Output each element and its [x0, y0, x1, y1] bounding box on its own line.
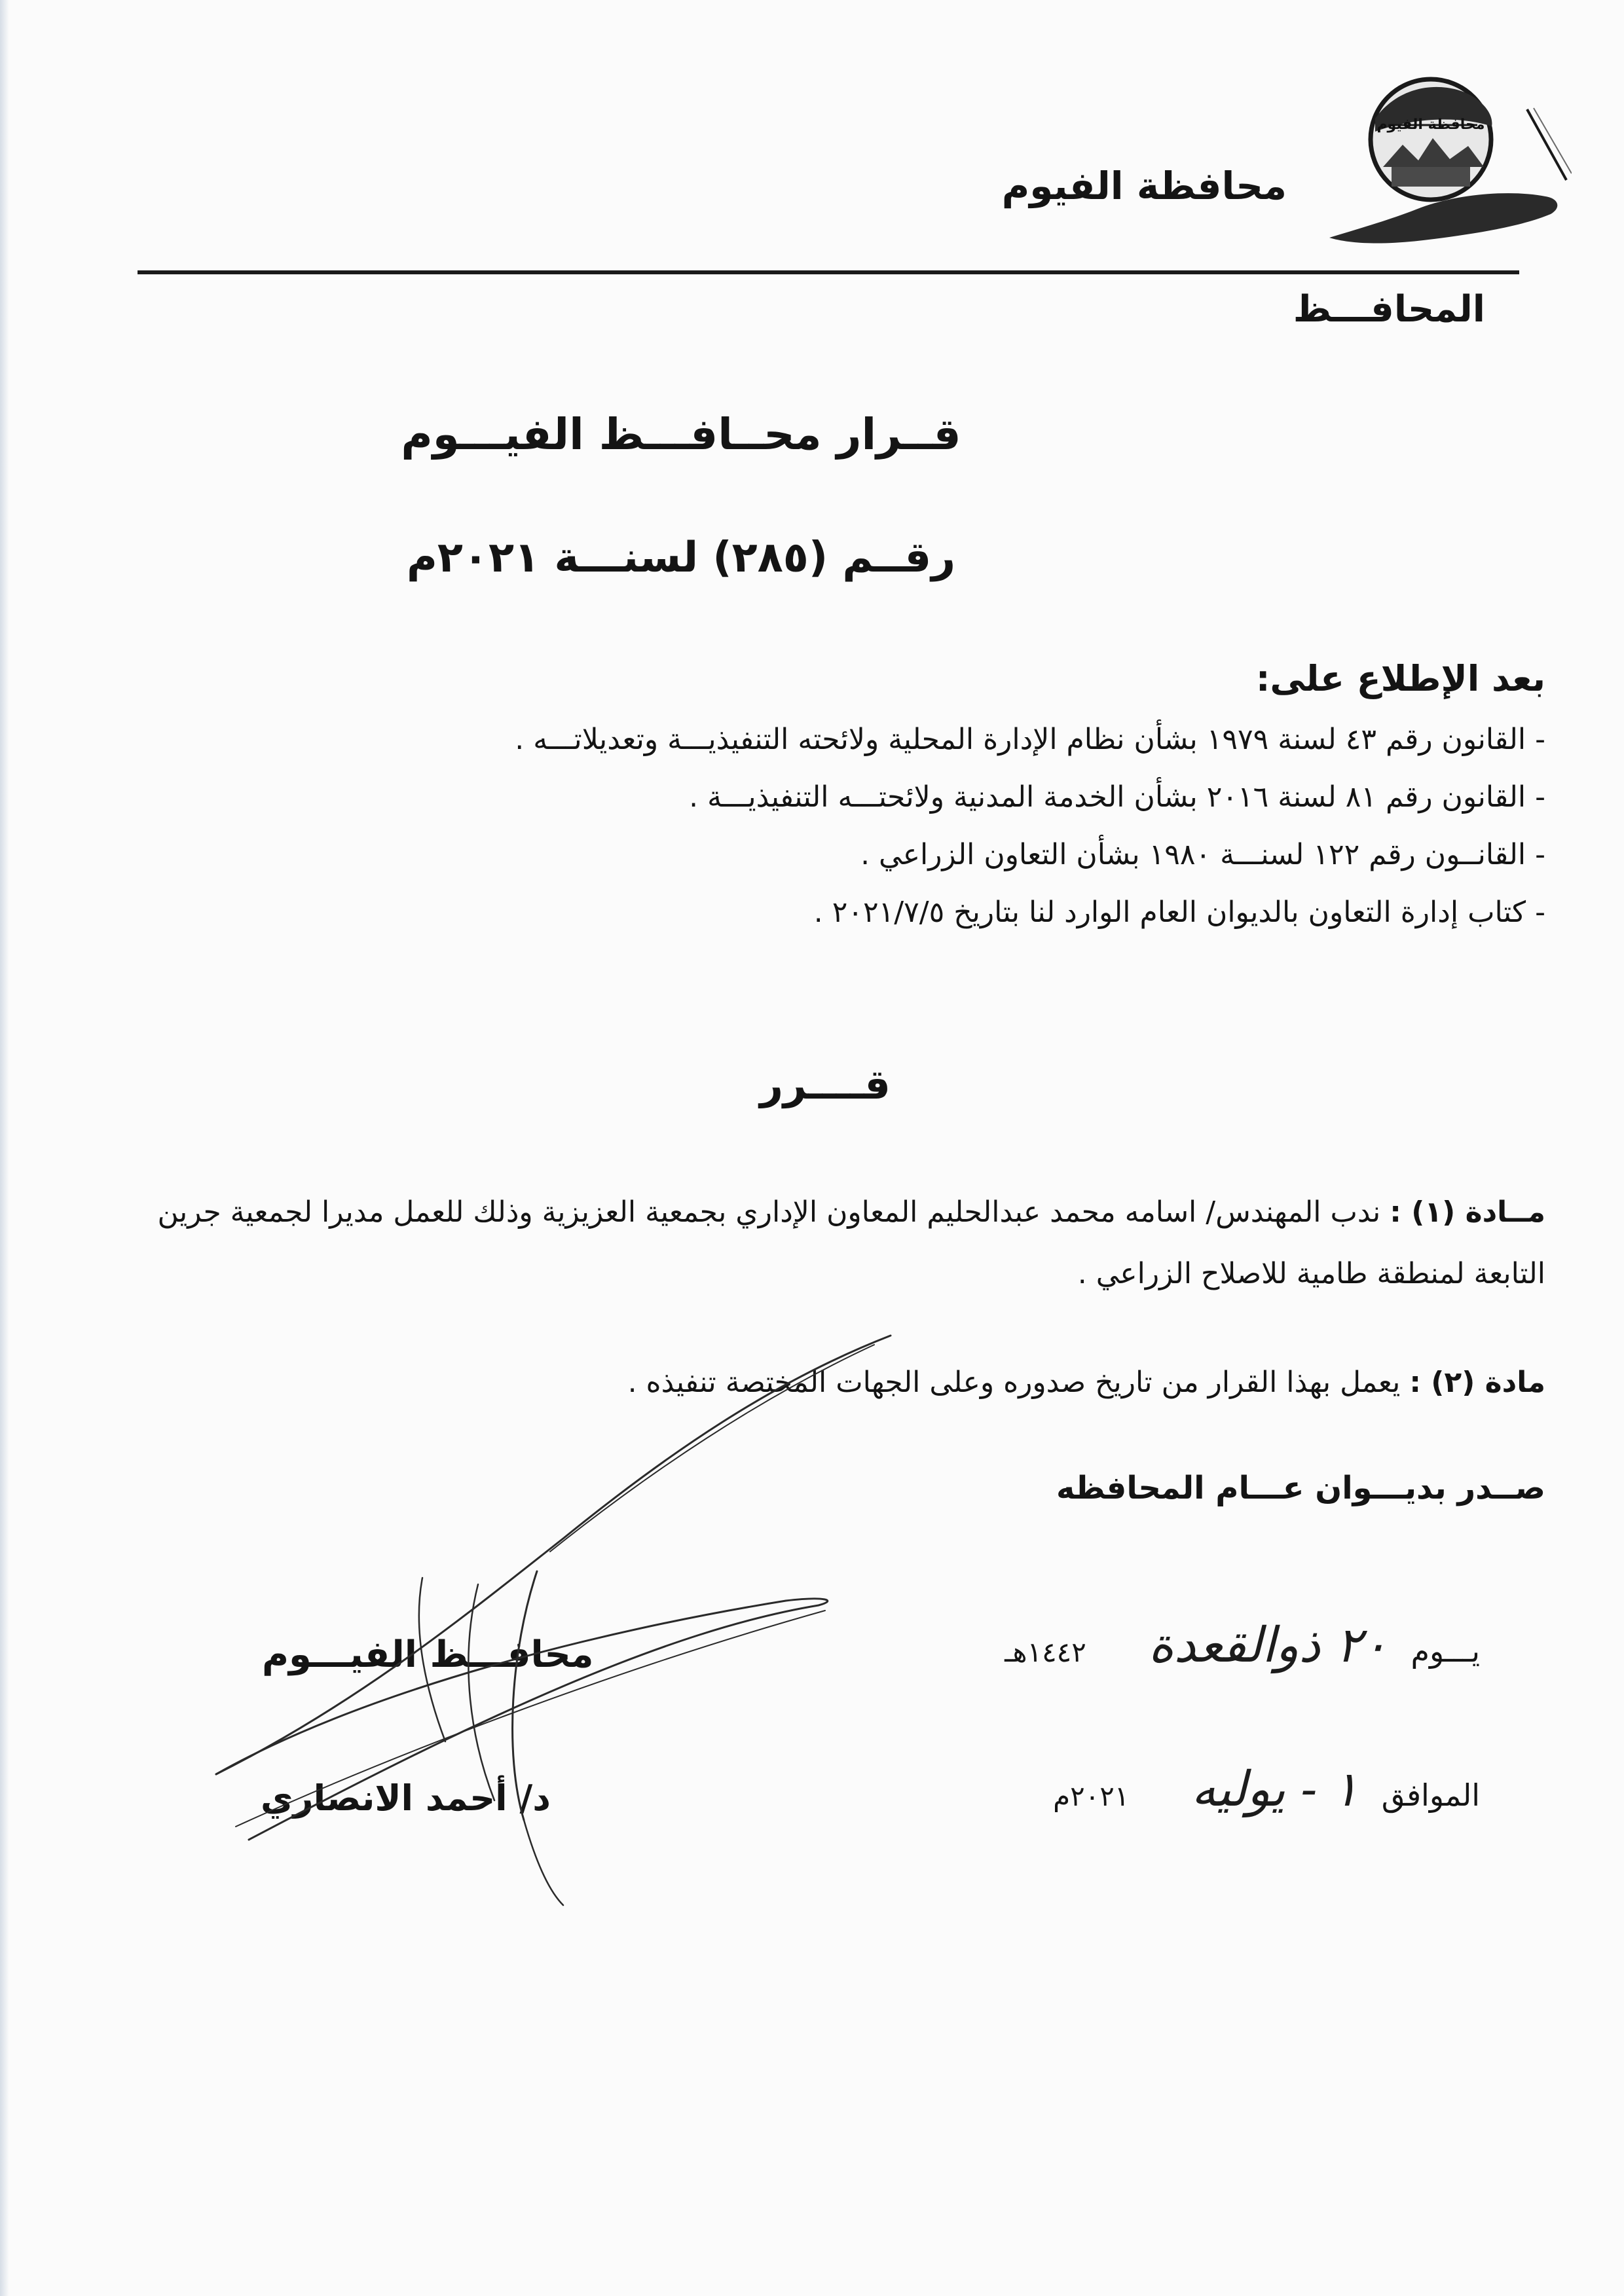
- preamble-section: [105, 658, 1545, 941]
- preamble-item: - كتاب إدارة التعاون بالديوان العام الوارد لنا بتاريخ ٢٠٢١/٧/٥ .: [813, 896, 1545, 929]
- article-label: مادة (٢) :: [1409, 1366, 1545, 1399]
- signatory-title: محافـــظ الفيـــوم: [262, 1633, 594, 1676]
- decided-heading: قــــرر: [760, 1061, 891, 1108]
- article-label: مــادة (١) :: [1390, 1195, 1545, 1229]
- header-rule: [138, 270, 1519, 274]
- article-1: [79, 1182, 1545, 1305]
- article-text: يعمل بهذا القرار من تاريخ صدوره وعلى الجهات المختصة تنفيذه .: [627, 1366, 1401, 1399]
- preamble-item: - القانــون رقم ١٢٢ لسنـــة ١٩٨٠ بشأن التعاون الزراعي .: [860, 838, 1545, 871]
- hijri-day-label: يـــوم: [1411, 1633, 1480, 1669]
- decree-number: رقــم (٢٨٥) لسنـــة ٢٠٢١م: [406, 534, 956, 582]
- logo-lettering: محافظة الفيوم: [1376, 117, 1485, 133]
- preamble-item: - القانون رقم ٤٣ لسنة ١٩٧٩ بشأن نظام الإدارة المحلية ولائحته التنفيذيـــة وتعديلاتـــه .: [515, 723, 1545, 756]
- gregorian-label: الموافق: [1381, 1777, 1480, 1813]
- article-text: ندب المهندس/ اسامه محمد عبدالحليم المعاون الإداري بجمعية العزيزية وذلك للعمل مديرا لجمعية جرين التابعة لمنطقة طامية للاصلاح الزراعي .: [157, 1195, 1545, 1290]
- preamble-title: بعد الإطلاع على:: [1255, 658, 1545, 699]
- signatory-name: د/ أحمد الانصاري: [261, 1777, 551, 1819]
- hijri-year: ١٤٤٢هـ: [1005, 1636, 1086, 1668]
- hijri-date-row: [1005, 1617, 1480, 1673]
- governorate-name: محافظة الفيوم: [1001, 164, 1287, 208]
- gregorian-year: ٢٠٢١م: [1053, 1780, 1130, 1812]
- gregorian-date-row: [1053, 1761, 1480, 1817]
- issued-statement: صــدر بديـــوان عـــام المحافظه: [1056, 1470, 1545, 1506]
- gregorian-handwritten-date: ١ - يوليه: [1191, 1761, 1359, 1817]
- governorate-emblem-logo: [1323, 62, 1572, 252]
- handwritten-signature: [196, 1322, 917, 1912]
- scan-edge-shadow: [0, 0, 9, 2296]
- preamble-item: - القانون رقم ٨١ لسنة ٢٠١٦ بشأن الخدمة المدنية ولائحتـــه التنفيذيـــة .: [689, 780, 1545, 814]
- decree-heading: قــرار محــافـــظ الفيـــوم: [401, 409, 961, 460]
- office-title: المحافـــظ: [1293, 288, 1485, 331]
- hijri-handwritten-date: ٢٠ ذوالقعدة: [1148, 1617, 1388, 1673]
